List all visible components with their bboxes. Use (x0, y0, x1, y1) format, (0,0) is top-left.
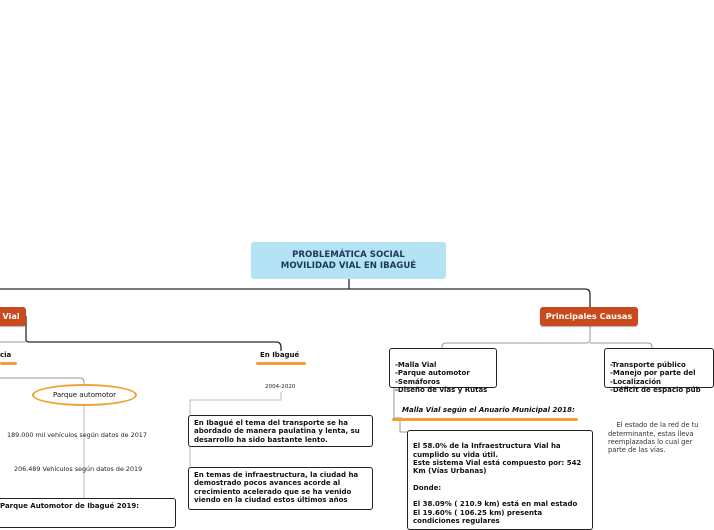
subtopic-en-ibague[interactable] (260, 351, 299, 359)
estado-red-text-body: El estado de la red de tu determinante, estas lleva reemplazadas lo cual ger parte de las vías. (608, 421, 699, 455)
subtopic-cia-underline (0, 362, 17, 365)
malla-vial-heading-text: Malla Vial según el Anuario Municipal 2018: (402, 406, 575, 414)
subtopic-cia-label: cia (0, 351, 12, 359)
stat-2019 (14, 465, 142, 473)
ibague-box-transporte-text: En Ibagué el tema del transporte se ha abordado de manera paulatina y lenta, su desarrollo ha sido bastante lento. (194, 419, 360, 444)
branch-vial-label: Vial (2, 311, 20, 321)
parque-automotor-label: Parque automotor (52, 391, 117, 399)
causes-list-2-text: -Transporte público -Manejo por parte del -Localización -Déficit de espacio púb (610, 360, 701, 395)
subtopic-cia[interactable] (0, 351, 11, 359)
years-range-text: 2004-2020 (265, 384, 296, 390)
branch-causas-label: Principales Causas (545, 311, 633, 321)
stat-2017-text: 189.000 mil vehículos según datos de 2017 (7, 431, 147, 439)
root-title-line1: PROBLEMÁTICA SOCIAL (292, 250, 405, 260)
malla-heading-underline (392, 418, 578, 421)
parque-2019-box[interactable] (0, 498, 176, 528)
parque-2019-text: Parque Automotor de Ibagué 2019: (0, 502, 139, 510)
branch-vial[interactable] (0, 307, 26, 326)
stat-2017 (7, 431, 147, 439)
malla-vial-heading[interactable] (402, 406, 575, 414)
malla-vial-details-text: El 58.0% de la Infraestructura Vial ha cumplido su vida útil. Este sistema Vial está compuesto por: 542 Km (Vías Urbanas) Donde: El 38.09% ( 210.9 km) está en mal estado El 19.60% ( 106.25 km) presenta condiciones regulares (413, 442, 582, 525)
root-title-line2: MOVILIDAD VIAL EN IBAGUÉ (280, 261, 417, 271)
ibague-box-infraestructura[interactable] (188, 467, 373, 510)
ibague-box-infraestructura-text: En temas de infraestructura, la ciudad ha demostrado pocos avances acorde al crecimiento acelerado que se ha venido viendo en la ciudad estos últimos años (194, 471, 359, 504)
estado-red-text (608, 413, 708, 463)
malla-vial-details-box[interactable] (407, 430, 593, 530)
parque-automotor-node[interactable] (32, 384, 137, 406)
root-node[interactable] (251, 242, 446, 279)
causes-list-1[interactable] (389, 348, 497, 395)
stat-2019-text: 206.489 Vehículos según datos de 2019 (14, 465, 143, 473)
branch-principales-causas[interactable] (540, 307, 638, 326)
subtopic-en-ibague-label: En Ibagué (260, 351, 300, 359)
years-range (265, 384, 296, 390)
ibague-box-transporte[interactable] (188, 415, 373, 447)
en-ibague-underline (256, 362, 306, 365)
causes-list-2[interactable] (604, 348, 714, 395)
causes-list-1-text: -Malla Vial -Parque automotor -Semáforos -Diseño de vías y Rutas (395, 360, 488, 395)
